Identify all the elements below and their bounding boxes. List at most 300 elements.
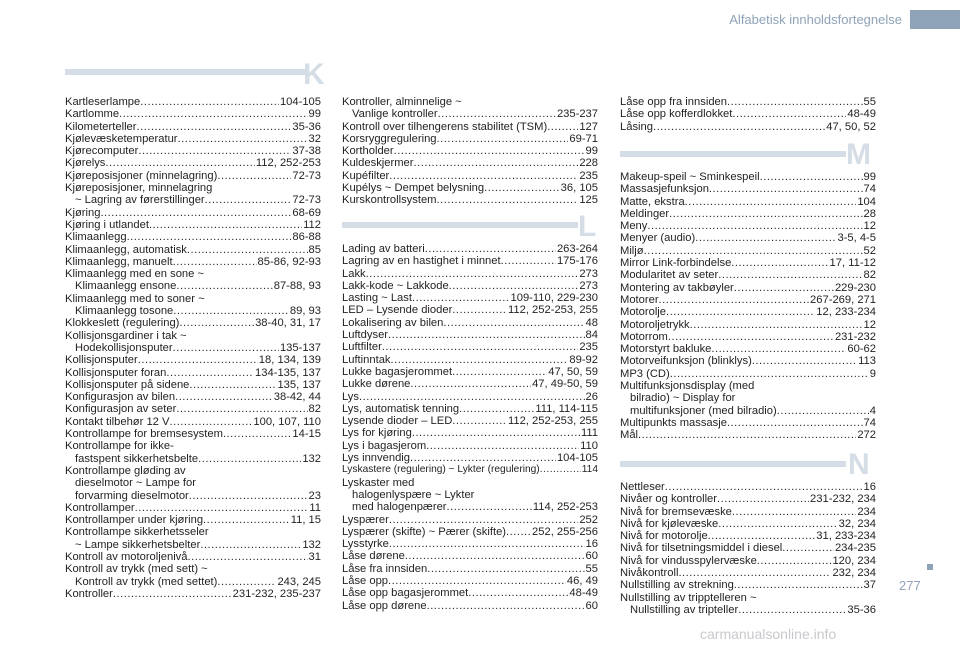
index-pages: 104-105 — [556, 452, 598, 465]
index-entry — [620, 429, 876, 441]
index-pages: 17, 11-12 — [829, 257, 876, 270]
index-entry — [65, 440, 321, 452]
index-entry — [65, 526, 321, 538]
index-entry — [65, 96, 321, 108]
index-entry — [342, 366, 598, 378]
index-term: Nettleser — [620, 481, 665, 493]
index-term: Motorolje — [620, 306, 667, 319]
index-entry — [620, 306, 876, 318]
index-term: Kontroll av trykk (med sett) ~ — [65, 563, 208, 576]
index-term: Lakk-kode ~ Lakkode — [342, 279, 449, 292]
index-term: Klimaanlegg ensone — [75, 280, 177, 293]
leader-dots — [540, 464, 581, 476]
leader-dots — [670, 368, 869, 380]
index-entry — [65, 108, 321, 120]
index-entry — [65, 133, 321, 145]
leader-dots — [426, 440, 579, 452]
leader-dots — [659, 294, 810, 306]
index-entry — [65, 121, 321, 133]
index-pages: 110 — [580, 439, 598, 452]
index-entry — [342, 464, 598, 476]
index-term: Kontrollampe for ikke- — [65, 440, 174, 453]
leader-dots — [359, 391, 585, 403]
index-term: Luftinntak — [342, 353, 391, 366]
index-entry — [342, 304, 598, 316]
index-term: Lysende dioder – LED — [342, 415, 453, 428]
index-pages: 60-62 — [847, 343, 876, 356]
index-term: Montering av takbøyler — [620, 281, 734, 294]
index-pages: 231-232, 234 — [810, 493, 876, 506]
index-entry — [342, 378, 598, 390]
leader-dots — [203, 514, 290, 526]
index-pages: 235 — [579, 169, 598, 182]
index-pages: 135-137 — [279, 341, 321, 354]
index-pages: 31, 233-234 — [816, 530, 876, 543]
leader-dots — [718, 518, 837, 530]
leader-dots — [135, 502, 309, 514]
leader-dots — [173, 305, 289, 317]
index-term: Kjørecomputer — [65, 145, 139, 158]
section-bar-l — [342, 222, 578, 228]
index-entry — [342, 415, 598, 427]
index-entry — [342, 587, 598, 599]
index-entry — [342, 501, 598, 513]
index-pages: 99 — [585, 145, 598, 158]
index-term: Klimaanlegg, automatisk — [65, 243, 187, 256]
index-entry — [65, 391, 321, 403]
section-letter-l: L — [578, 210, 597, 243]
index-entry — [620, 331, 876, 343]
index-entry — [65, 539, 321, 551]
leader-dots — [738, 604, 846, 616]
index-term: Kontroll av trykk (med settet) — [75, 575, 218, 588]
index-term: Lys — [342, 390, 359, 403]
index-term: Låse dørene — [342, 550, 405, 563]
index-entry — [65, 453, 321, 465]
index-entry — [342, 96, 598, 108]
leader-dots — [731, 257, 828, 269]
index-term: Lading av batteri — [342, 243, 425, 255]
index-term: Kupéfilter — [342, 169, 390, 182]
index-pages: 82 — [308, 403, 321, 416]
leader-dots — [727, 96, 863, 108]
section-letter-m: M — [846, 138, 871, 171]
index-term: Klimaanlegg tosone — [75, 305, 174, 318]
index-pages: 120, 234 — [832, 554, 876, 567]
index-pages: 46, 49 — [566, 575, 598, 588]
index-term: Kontroller, alminnelige ~ — [342, 96, 462, 108]
index-term: Lyspærer — [342, 513, 389, 526]
leader-dots — [388, 329, 585, 341]
index-entry — [620, 121, 876, 133]
index-entry — [620, 282, 876, 294]
index-pages: 60 — [585, 550, 598, 563]
index-pages: 228 — [579, 157, 598, 170]
index-entry — [65, 157, 321, 169]
index-pages: 74 — [863, 183, 876, 196]
index-entry — [65, 256, 321, 268]
index-term: Konfigurasjon av seter — [65, 403, 177, 416]
leader-dots — [176, 280, 272, 292]
index-term: Kontrollampe sikkerhetsseler — [65, 526, 209, 539]
leader-dots — [138, 145, 291, 157]
leader-dots — [484, 182, 560, 194]
watermark: carmanualsonline.info — [700, 626, 837, 642]
leader-dots — [175, 391, 273, 403]
index-term: Klimaanlegg, manuelt — [65, 255, 173, 268]
leader-dots — [366, 268, 579, 280]
leader-dots — [732, 108, 846, 120]
index-term: Kontrollampe for bremsesystem — [65, 428, 223, 441]
index-term: Kollisjonsgardiner i tak ~ — [65, 329, 187, 342]
index-term: Låse opp — [342, 575, 389, 588]
index-entry — [620, 493, 876, 505]
index-entry — [342, 391, 598, 403]
index-entry — [65, 465, 321, 477]
index-pages: 72-73 — [292, 194, 321, 207]
index-entry — [620, 269, 876, 281]
leader-dots — [200, 539, 301, 551]
index-term: Låse fra innsiden — [342, 562, 428, 575]
index-term: Mirror Link-forbindelse — [620, 257, 732, 270]
index-entry — [620, 518, 876, 530]
index-entry — [342, 600, 598, 612]
index-term: Luftfilter — [342, 341, 382, 354]
leader-dots — [394, 145, 585, 157]
index-term: Motorer — [620, 293, 659, 306]
index-term: Klimaanlegg med en sone ~ — [65, 268, 205, 281]
index-term: Massasjefunksjon — [620, 183, 709, 196]
section-bar-m — [620, 151, 846, 157]
index-pages: 235 — [579, 341, 598, 354]
index-pages: 273 — [579, 279, 598, 292]
index-term: Vanlige kontroller — [352, 108, 438, 121]
index-entry — [342, 489, 598, 501]
index-pages: 36, 105 — [560, 182, 598, 195]
index-term: Lys innvendig — [342, 452, 410, 465]
index-term: Klokkeslett (regulering) — [65, 317, 180, 330]
leader-dots — [178, 133, 308, 145]
leader-dots — [189, 490, 308, 502]
leader-dots — [468, 587, 568, 599]
leader-dots — [205, 194, 292, 206]
index-entry — [342, 121, 598, 133]
index-entry — [620, 319, 876, 331]
index-term: Lyskaster med — [342, 476, 415, 489]
index-term: Kontakt tilbehør 12 V — [65, 415, 170, 428]
index-entry — [342, 145, 598, 157]
index-term: dieselmotor ~ Lampe for — [75, 477, 196, 490]
leader-dots — [412, 427, 580, 439]
index-term: Makeup-speil ~ Sminkespeil — [620, 171, 760, 183]
leader-dots — [727, 417, 863, 429]
index-pages: 48-49 — [569, 587, 598, 600]
index-entry — [620, 108, 876, 120]
index-pages: 14-15 — [292, 428, 321, 441]
index-entry — [65, 551, 321, 563]
index-term: Lukke dørene — [342, 378, 411, 391]
index-pages: 263-264 — [556, 243, 598, 255]
leader-dots — [119, 108, 307, 120]
index-entry — [342, 182, 598, 194]
index-term: Kollisjonsputer foran — [65, 366, 167, 379]
leader-dots — [217, 576, 276, 588]
leader-dots — [173, 342, 279, 354]
index-term: Nivåer og kontroller — [620, 493, 718, 506]
leader-dots — [709, 183, 863, 195]
index-entry — [65, 231, 321, 243]
index-column-3 — [620, 96, 876, 133]
index-pages: 112, 252-253, 255 — [508, 304, 598, 317]
index-entry — [342, 317, 598, 329]
leader-dots — [501, 255, 556, 267]
index-pages: 12, 233-234 — [816, 306, 876, 319]
index-pages: 252, 255-256 — [532, 525, 598, 538]
leader-dots — [506, 526, 531, 538]
index-pages: 55 — [585, 562, 598, 575]
index-entry — [342, 133, 598, 145]
index-entry — [620, 196, 876, 208]
index-column-3-n — [620, 481, 876, 616]
index-pages: 134-135, 137 — [255, 366, 321, 379]
index-term: Kurskontrollsystem — [342, 194, 437, 207]
index-term: Nivå for motorolje — [620, 530, 708, 543]
index-pages: 232, 234 — [832, 567, 876, 580]
index-entry — [342, 268, 598, 280]
index-term: Kontrollamper — [65, 501, 135, 514]
index-entry — [620, 592, 876, 604]
leader-dots — [777, 405, 869, 417]
index-term: fastspent sikkerhetsbelte — [75, 452, 199, 465]
index-entry — [342, 170, 598, 182]
index-entry — [65, 477, 321, 489]
leader-dots — [459, 403, 534, 415]
index-entry — [620, 567, 876, 579]
index-pages: 69-71 — [569, 132, 598, 145]
index-term: Kjøring i utlandet — [65, 218, 149, 231]
index-term: Nivåkontroll — [620, 567, 679, 580]
index-entry — [342, 440, 598, 452]
index-term: Luftdyser — [342, 329, 389, 342]
leader-dots — [665, 481, 863, 493]
index-entry — [620, 171, 876, 183]
index-column-2-l — [342, 243, 598, 612]
index-entry — [620, 208, 876, 220]
index-pages: 32 — [308, 132, 321, 145]
index-pages: 68-69 — [292, 206, 321, 219]
index-entry — [342, 403, 598, 415]
leader-dots — [113, 588, 232, 600]
index-pages: 272 — [857, 429, 876, 442]
index-entry — [342, 280, 598, 292]
index-entry — [342, 329, 598, 341]
index-pages: 111, 114-115 — [535, 402, 598, 415]
index-entry — [342, 427, 598, 439]
index-term: Nullstilling av tripptelleren ~ — [620, 591, 757, 604]
header-rule — [910, 10, 960, 29]
index-pages: 37-38 — [292, 145, 321, 158]
index-entry — [342, 526, 598, 538]
index-pages: 112, 252-253, 255 — [508, 415, 598, 428]
index-pages: 16 — [863, 481, 876, 493]
index-entry — [620, 355, 876, 367]
index-term: Lyskastere (regulering) ~ Lykter (regulering) — [342, 464, 540, 476]
leader-dots — [138, 354, 258, 366]
index-entry — [620, 343, 876, 355]
leader-dots — [427, 600, 585, 612]
index-entry — [65, 416, 321, 428]
leader-dots — [690, 319, 863, 331]
index-pages: 47, 49-50, 59 — [532, 378, 598, 391]
page-header-title: Alfabetisk innholdsfortegnelse — [729, 12, 902, 27]
index-term: Motoroljetrykk — [620, 318, 690, 331]
index-term: Multipunkts massasje — [620, 416, 727, 429]
index-term: Matte, ekstra — [620, 195, 685, 208]
index-entry — [620, 481, 876, 493]
index-entry — [620, 405, 876, 417]
index-term: Kartleserlampe — [65, 96, 141, 108]
leader-dots — [137, 121, 292, 133]
section-letter-k: K — [303, 58, 325, 91]
index-pages: 243, 245 — [277, 575, 321, 588]
index-term: Nivå for vindusspylervæske — [620, 554, 757, 567]
index-pages: 23 — [308, 489, 321, 502]
index-term: Kjøring — [65, 206, 101, 219]
index-entry — [65, 588, 321, 600]
leader-dots — [666, 306, 815, 318]
leader-dots — [223, 428, 291, 440]
index-column-2 — [342, 96, 598, 207]
index-entry — [65, 317, 321, 329]
index-pages: 12 — [863, 318, 876, 331]
index-entry — [65, 145, 321, 157]
section-bar-n — [620, 461, 846, 467]
leader-dots — [166, 367, 254, 379]
index-entry — [620, 245, 876, 257]
index-pages: 74 — [863, 416, 876, 429]
index-term: med halogenpærer — [352, 501, 447, 514]
index-entry — [65, 354, 321, 366]
index-pages: 3-5, 4-5 — [837, 232, 876, 245]
leader-dots — [757, 555, 832, 567]
index-term: Lyspærer (skifte) ~ Pærer (skifte) — [342, 525, 507, 538]
leader-dots — [410, 378, 531, 390]
index-entry — [65, 207, 321, 219]
leader-dots — [695, 232, 836, 244]
leader-dots — [217, 170, 291, 182]
leader-dots — [412, 292, 510, 304]
leader-dots — [437, 133, 569, 145]
index-entry — [65, 367, 321, 379]
index-term: Menyer (audio) — [620, 232, 696, 245]
index-pages: 112, 252-253 — [255, 157, 321, 170]
index-pages: 38-40, 31, 17 — [255, 317, 321, 330]
leader-dots — [176, 403, 307, 415]
index-term: Lys i bagasjerom — [342, 439, 427, 452]
index-term: Lys, automatisk tenning — [342, 402, 460, 415]
index-pages: 252 — [579, 513, 598, 526]
index-term: Kuldeskjermer — [342, 157, 414, 170]
index-entry — [620, 232, 876, 244]
leader-dots — [437, 194, 579, 206]
index-entry — [65, 342, 321, 354]
index-entry — [620, 506, 876, 518]
leader-dots — [414, 157, 579, 169]
index-term: Lakk — [342, 267, 366, 280]
index-entry — [620, 96, 876, 108]
leader-dots — [718, 269, 862, 281]
index-term: Mål — [620, 429, 639, 442]
index-term: Låse opp dørene — [342, 599, 427, 612]
index-term: Lukke bagasjerommet — [342, 365, 453, 378]
index-pages: 234-235 — [834, 542, 876, 555]
index-entry — [342, 575, 598, 587]
index-entry — [65, 268, 321, 280]
leader-dots — [127, 231, 292, 243]
index-term: Nivå for bremsevæske — [620, 505, 732, 518]
index-pages: 273 — [579, 267, 598, 280]
index-pages: 231-232 — [834, 330, 876, 343]
index-term: Modularitet av seter — [620, 269, 719, 282]
index-term: ~ Lampe sikkerhetsbelter — [75, 538, 201, 551]
index-pages: 48 — [585, 316, 598, 329]
leader-dots — [179, 317, 254, 329]
index-entry — [65, 379, 321, 391]
index-entry — [342, 108, 598, 120]
leader-dots — [100, 207, 291, 219]
index-pages: 60 — [585, 599, 598, 612]
index-entry — [342, 354, 598, 366]
index-pages: 55 — [863, 96, 876, 108]
leader-dots — [752, 355, 857, 367]
index-pages: 112 — [303, 218, 321, 231]
index-term: Kjøreposisjoner (minnelagring) — [65, 169, 218, 182]
index-term: Motorveifunksjon (blinklys) — [620, 355, 752, 368]
leader-dots — [449, 280, 579, 292]
index-pages: 229-230 — [834, 281, 876, 294]
index-term: Nivå for kjølevæske — [620, 517, 719, 530]
index-entry — [342, 563, 598, 575]
leader-dots — [638, 429, 856, 441]
leader-dots — [678, 567, 831, 579]
leader-dots — [188, 551, 308, 563]
section-bar-k — [65, 69, 305, 75]
index-pages: 127 — [579, 120, 598, 133]
index-entry — [65, 502, 321, 514]
index-pages: 84 — [585, 329, 598, 342]
index-term: Motorrom — [620, 330, 668, 343]
index-pages: 72-73 — [292, 169, 321, 182]
index-pages: 47, 50, 59 — [548, 365, 598, 378]
leader-dots — [140, 96, 279, 108]
leader-dots — [105, 157, 254, 169]
leader-dots — [405, 550, 585, 562]
index-entry — [342, 452, 598, 464]
index-term: Meldinger — [620, 207, 670, 220]
index-pages: 99 — [308, 108, 321, 121]
index-entry — [620, 380, 876, 392]
index-entry — [620, 368, 876, 380]
index-term: Lasting ~ Last — [342, 292, 412, 305]
leader-dots — [382, 341, 579, 353]
index-entry — [620, 183, 876, 195]
index-pages: 135, 137 — [277, 378, 321, 391]
index-term: MP3 (CD) — [620, 367, 670, 380]
leader-dots — [452, 366, 547, 378]
leader-dots — [425, 243, 556, 255]
index-term: Kortholder — [342, 145, 394, 158]
index-term: Kontrollamper under kjøring — [65, 514, 204, 527]
